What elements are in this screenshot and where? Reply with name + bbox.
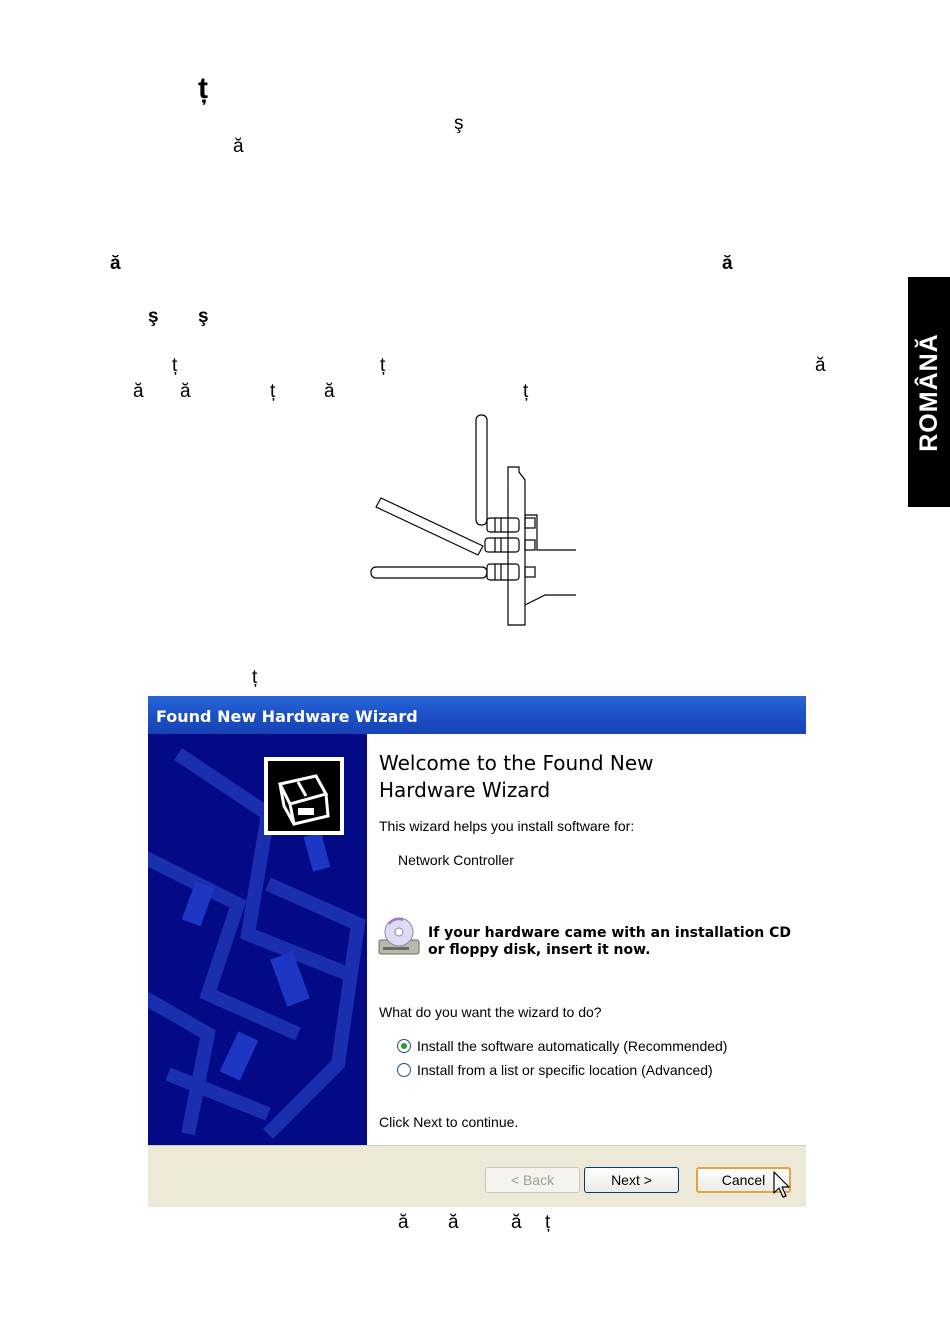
- device-name: Network Controller: [398, 852, 514, 868]
- wizard-side-banner: [148, 734, 367, 1145]
- language-tab-label: ROMÂNĂ: [914, 332, 943, 452]
- text-fragment: ă: [722, 253, 733, 274]
- wizard-question: What do you want the wizard to do?: [379, 1004, 602, 1020]
- wizard-titlebar[interactable]: [148, 696, 806, 734]
- text-fragment: ş: [198, 306, 209, 327]
- text-fragment: ă: [110, 253, 121, 274]
- text-fragment: ă: [815, 355, 826, 376]
- text-fragment: ț: [172, 355, 178, 376]
- continue-hint: Click Next to continue.: [379, 1114, 519, 1130]
- found-new-hardware-wizard: [148, 696, 806, 1207]
- back-button[interactable]: < Back: [485, 1167, 580, 1193]
- wizard-intro-text: This wizard helps you install software for:: [379, 818, 635, 834]
- text-fragment: ț: [545, 1212, 551, 1233]
- text-fragment: ț: [523, 381, 529, 402]
- text-fragment: ă: [398, 1212, 409, 1233]
- option-label-automatic: Install the software automatically (Recommended): [417, 1038, 728, 1054]
- wizard-heading-line-1: Welcome to the Found New: [379, 751, 654, 775]
- text-fragment: ț: [198, 72, 208, 105]
- cd-drive-icon: [377, 916, 421, 960]
- option-install-from-list[interactable]: [397, 1062, 713, 1078]
- text-fragment: ă: [324, 381, 335, 402]
- language-tab: [908, 277, 950, 507]
- wizard-heading: [379, 750, 654, 804]
- wizard-banner-art: [148, 734, 367, 1145]
- text-fragment: ă: [180, 381, 191, 402]
- next-button[interactable]: Next >: [584, 1167, 679, 1193]
- text-fragment: ț: [380, 355, 386, 376]
- text-fragment: ă: [511, 1212, 522, 1233]
- text-fragment: ț: [270, 381, 276, 402]
- cancel-button[interactable]: Cancel: [696, 1167, 791, 1193]
- wizard-heading-line-2: Hardware Wizard: [379, 778, 551, 802]
- option-label-advanced: Install from a list or specific location (Advanced): [417, 1062, 713, 1078]
- text-fragment: ă: [133, 381, 144, 402]
- network-card-antenna-illustration: [365, 410, 580, 635]
- text-fragment: ş: [148, 306, 159, 327]
- option-install-automatically[interactable]: [397, 1038, 727, 1054]
- wizard-content: [367, 734, 806, 1145]
- radio-button-checked[interactable]: [397, 1039, 411, 1053]
- text-fragment: ş: [454, 113, 464, 134]
- radio-button-unchecked[interactable]: [397, 1063, 411, 1077]
- cd-note-line-2: or floppy disk, insert it now.: [428, 942, 651, 958]
- cd-note-line-1: If your hardware came with an installation CD: [428, 925, 792, 941]
- text-fragment: ă: [233, 136, 244, 157]
- wizard-button-bar: [148, 1145, 806, 1207]
- text-fragment: ă: [448, 1212, 459, 1233]
- mouse-pointer-icon: [773, 1171, 791, 1199]
- text-fragment: ț: [252, 667, 258, 688]
- wizard-window-title: Found New Hardware Wizard: [156, 707, 418, 726]
